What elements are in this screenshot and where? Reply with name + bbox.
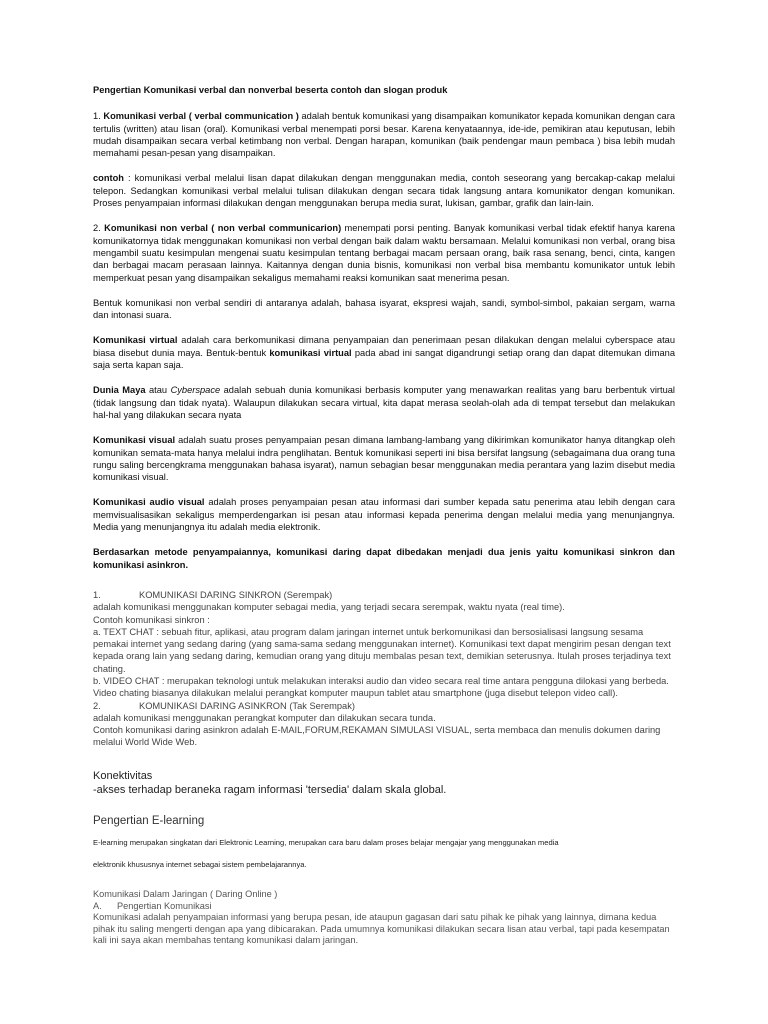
term-cyberspace: Cyberspace xyxy=(170,385,221,396)
document-body xyxy=(93,84,675,947)
online-sub-number: A. xyxy=(93,900,102,911)
paragraph-text: adalah sebuah dunia komunikasi berbasis komputer yang menawarkan realitas yang baru berbentuk virtual (tidak langsung dan tidak nyata). Walaupun dilakukan secara virtual, kita dapat merasa seolah-olah ada di tempat tersebut dan melakukan hal-hal yang dilakukan secara nyata xyxy=(93,385,675,420)
paragraph-visual xyxy=(93,434,675,483)
paragraph-text: adalah proses penyampaian pesan atau informasi dari sumber kepada satu penerima atau lebih dengan cara memvisualisasikan sekaligus memperdengarkan isi pesan atau informasi kepada penerima dengan melalui media yang menunjangnya. Media yang menunjangnya itu adalah media elektronik. xyxy=(93,497,675,533)
online-sub-title: Pengertian Komunikasi xyxy=(117,900,212,911)
paragraph-bentuk: Bentuk komunikasi non verbal sendiri di antaranya adalah, bahasa isyarat, ekspresi wajah, sandi, symbol-simbol, pakaian sergam, warna dan intonasi suara. xyxy=(93,297,675,321)
elearning-line: E-learning merupakan singkatan dari Elektronic Learning, merupakan cara baru dalam proses belajar mengajar yang menggunakan media xyxy=(93,838,559,848)
sinkron-line: b. VIDEO CHAT : merupakan teknologi untuk melakukan interaksi audio dan video secara real time antara pengguna dilokasi yang berbeda. Video chating biasanya dilakukan melalui perangkat komputer maupun tablet atau smartphone (juga disebut telepon video call). xyxy=(93,675,669,699)
paragraph-text: atau xyxy=(145,385,171,396)
paragraph-text: adalah cara berkomunikasi dimana penyampaian dan penerimaan pesan dilakukan dengan melalui cyberspace atau biasa disebut dunia maya. Bentuk-bentuk xyxy=(93,335,675,358)
paragraph-number: 2. xyxy=(93,223,105,234)
sinkron-heading xyxy=(93,589,675,601)
elearning-line: elektronik khususnya internet sebagai sistem pembelajarannya. xyxy=(93,860,307,870)
asinkron-title: KOMUNIKASI DARING ASINKRON (Tak Serempak) xyxy=(139,700,355,711)
term-verbal: Komunikasi verbal ( verbal communication ) xyxy=(103,111,299,122)
term-audio-visual: Komunikasi audio visual xyxy=(93,497,205,508)
paragraph-daring: Berdasarkan metode penyampaiannya, komunikasi daring dapat dibedakan menjadi dua jenis yaitu komunikasi sinkron dan komunikasi asinkron. xyxy=(93,547,675,570)
term-visual: Komunikasi visual xyxy=(93,435,176,446)
asinkron-line: adalah komunikasi menggunakan perangkat komputer dan dilakukan secara tunda. xyxy=(93,712,436,723)
term-nonverbal: Komunikasi non verbal ( non verbal communicarion) xyxy=(104,223,342,234)
term-dunia-maya: Dunia Maya xyxy=(93,385,146,396)
sinkron-title: KOMUNIKASI DARING SINKRON (Serempak) xyxy=(139,589,333,600)
term-virtual-2: komunikasi virtual xyxy=(269,347,352,358)
elearning-heading: Pengertian E-learning xyxy=(93,814,205,827)
paragraph-contoh xyxy=(93,172,675,209)
asinkron-number: 2. xyxy=(93,700,101,711)
sinkron-number: 1. xyxy=(93,589,101,600)
section-online xyxy=(93,889,675,947)
asinkron-heading xyxy=(93,700,675,712)
paragraph-text: : komunikasi verbal melalui lisan dapat dilakukan dengan menggunakan media, contoh seseorang yang bercakap-cakap melalui telepon. Sedangkan komunikasi verbal melalui tulisan dilakukan dengan secara tidak langsung antara komunikator dengan komunikan. Proses penyampaian informasi dilakukan dengan menggunakan berupa media surat, lukisan, gambar, grafik dan lain-lain. xyxy=(93,173,675,209)
paragraph-audio-visual xyxy=(93,496,675,533)
sinkron-line: adalah komunikasi menggunakan komputer sebagai media, yang terjadi secara serempak, waktu nyata (real time). xyxy=(93,602,565,613)
document-title: Pengertian Komunikasi verbal dan nonverbal beserta contoh dan slogan produk xyxy=(93,85,448,95)
paragraph-text: menempati porsi penting. Banyak komunikasi verbal tidak efektif hanya karena komunikatornya tidak menggunakan komunikasi non verbal dengan baik dalam waktu bersamaan. Melalui komunikasi non verbal, orang bisa mengambil suatu kesimpulan mengenai suatu kesimpulan tentang berbagai macam persaan orang, baik rasa senang, benci, cinta, kangen dan berbagai macam perasaan lainnya. Kaitannya dengan dunia bisnis, komunikasi non verbal bisa membantu komunikator untuk lebih memperkuat pesan yang disampaikan sekaligus memahami reaksi komunikan saat menerima pesan. xyxy=(93,223,675,283)
term-virtual: Komunikasi virtual xyxy=(93,335,178,346)
paragraph-dunia-maya xyxy=(93,384,675,421)
paragraph-verbal xyxy=(93,110,675,159)
term-contoh: contoh xyxy=(93,173,124,184)
paragraph-text: adalah suatu proses penyampaian pesan dimana lambang-lambang yang dikirimkan komunikator hanya ditangkap oleh komunikan semata-mata hanya melalui indra penglihatan. Bentuk komunikasi seperti ini bisa bersifat langsung (sebagaimana dua orang tuna rungu saling bercengkrama menggunakan bahasa isyarat), namun sebagian besar menggunakan media perantara yang lazim disebut media komunikasi visual. xyxy=(93,435,675,483)
paragraph-text: pada abad ini sangat digandrungi setiap orang dan dapat ditemukan dimana saja serta kapan saja. xyxy=(93,347,675,371)
online-subheading xyxy=(93,901,675,913)
paragraph-number: 1. xyxy=(93,111,104,122)
sinkron-line: a. TEXT CHAT : sebuah fitur, aplikasi, atau program dalam jaringan internet untuk berkomunikasi dan bersosialisasi langsung sesama pemakai internet yang sedang daring (yang sama-sama sedang menggunakan internet). Komunikasi text dapat mengirim pesan dengan text kepada orang lain yang sedang daring, kemudian orang yang dituju membalas pesan text, demikian seterusnya. Itulah proses terjadinya text chating. xyxy=(93,626,671,674)
konektivitas-text: -akses terhadap beraneka ragam informasi 'tersedia' dalam skala global. xyxy=(93,783,447,796)
paragraph-text: adalah bentuk komunikasi yang disampaikan komunikator kepada komunikan dengan cara tertulis (written) atau lisan (oral). Komunikasi verbal menempati porsi besar. Karena kenyataannya, ide-ide, pemikiran atau keputusan, lebih mudah disampaikan secara verbal ketimbang non verbal. Dengan harapan, komunikan (baik pendengar maun pembaca ) bisa lebih mudah memahami pesan-pesan yang disampaikan. xyxy=(93,111,675,159)
paragraph-virtual xyxy=(93,334,675,371)
paragraph-nonverbal xyxy=(93,222,675,283)
konektivitas-heading: Konektivitas xyxy=(93,769,153,782)
sinkron-line: Contoh komunikasi sinkron : xyxy=(93,614,210,625)
section-asinkron xyxy=(93,700,675,749)
asinkron-line: Contoh komunikasi daring asinkron adalah E-MAIL,FORUM,REKAMAN SIMULASI VISUAL, serta membaca dan menulis dokumen daring melalui World Wide Web. xyxy=(93,725,661,748)
online-heading: Komunikasi Dalam Jaringan ( Daring Online ) xyxy=(93,889,278,900)
online-text: Komunikasi adalah penyampaian informasi yang berupa pesan, ide ataupun gagasan dari satu pihak ke pihak yang lainnya, dimana kedua pihak itu saling mengerti dengan apa yang dibicarakan. Pada umumnya komunikasi dilakukan secara lisan atau verbal, tapi pada kesempatan kali ini saya akan membahas tentang komunikasi dalam jaringan. xyxy=(93,912,670,946)
section-sinkron xyxy=(93,589,675,700)
